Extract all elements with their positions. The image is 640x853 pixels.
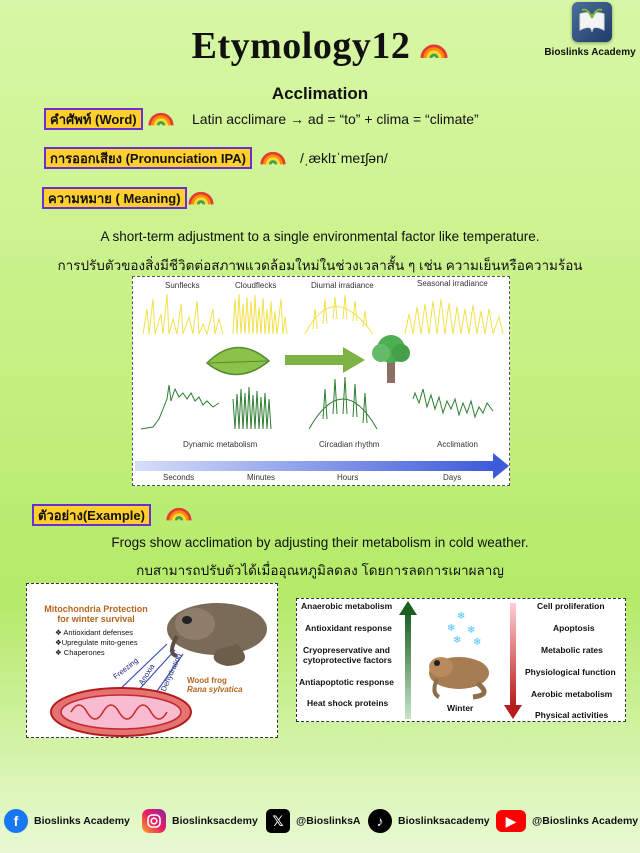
- rainbow-icon: [420, 38, 448, 60]
- time-label: Days: [443, 473, 462, 482]
- word-tag: คำศัพท์ (Word): [44, 108, 143, 130]
- frog-common-name: Wood frog: [187, 676, 227, 685]
- svg-text:❄: ❄: [473, 637, 482, 648]
- mito-title-line1: Mitochondria Protection: [44, 604, 148, 614]
- downregulated-item: Physiological function: [525, 667, 616, 677]
- leaf-icon: [207, 347, 269, 374]
- tiktok-link[interactable]: [368, 808, 490, 834]
- svg-text:❄: ❄: [457, 611, 466, 622]
- tiktok-icon: ♪: [368, 809, 392, 833]
- figure-label: Seasonal irradiance: [417, 279, 488, 288]
- stressor-label: Dehydration: [158, 652, 184, 693]
- example-english: Frogs show acclimation by adjusting their metabolism in cold weather.: [111, 535, 529, 550]
- figure-label: Sunflecks: [165, 281, 200, 290]
- x-link[interactable]: [266, 808, 361, 834]
- youtube-handle: @Bioslinks Academy: [532, 815, 639, 827]
- mitochondrion-icon: [51, 688, 191, 736]
- youtube-icon: ▶: [496, 810, 526, 832]
- rainbow-icon: [148, 106, 174, 128]
- svg-text:❄: ❄: [447, 623, 456, 634]
- social-footer: [0, 800, 640, 840]
- downregulated-item: Physical activities: [535, 710, 609, 720]
- frog-scientific-name: Rana sylvatica: [187, 685, 243, 694]
- svg-text:❄: ❄: [467, 625, 476, 636]
- frog-name: [187, 676, 243, 694]
- downregulated-item: Cell proliferation: [537, 601, 605, 611]
- acclimation-timescale-figure: [132, 276, 510, 486]
- x-handle: @BioslinksA: [296, 815, 361, 827]
- time-label: Hours: [337, 473, 359, 482]
- tree-icon: [372, 335, 410, 383]
- upregulated-item: Cryopreservative and: [303, 645, 390, 655]
- arrow-up-icon: [399, 601, 417, 719]
- rainbow-icon: [166, 500, 192, 524]
- tiktok-handle: Bioslinksacademy: [398, 815, 490, 827]
- term-title: Acclimation: [271, 84, 369, 103]
- mito-bullet: ❖ Antioxidant defenses: [55, 628, 134, 637]
- frog-icon: [429, 657, 489, 697]
- figure-label: Dynamic metabolism: [183, 440, 258, 449]
- facebook-link[interactable]: [4, 808, 130, 834]
- upregulated-item: Antiapoptotic response: [299, 677, 394, 687]
- word-etymology: Latin acclimare → ad = “to” + clima = “climate”: [192, 111, 479, 127]
- brand-name: Bioslinks Academy: [544, 47, 636, 58]
- winter-response-figure: [296, 598, 626, 722]
- snowflake-icon: [447, 611, 481, 648]
- mito-illustration: [27, 584, 279, 739]
- arrow-right-icon: [285, 347, 365, 373]
- brand-logo: [540, 0, 640, 70]
- rainbow-icon: [188, 184, 214, 208]
- mito-bullet: ❖Upregulate mito-genes: [55, 638, 138, 647]
- figure-label: Circadian rhythm: [319, 440, 380, 449]
- downregulated-item: Metabolic rates: [541, 645, 603, 655]
- pronunciation-tag: การออกเสียง (Pronunciation IPA): [44, 147, 252, 169]
- facebook-handle: Bioslinks Academy: [34, 815, 130, 827]
- meaning-thai: การปรับตัวของสิ่งมีชีวิตต่อสภาพแวดล้อมใหม่ในช่วงเวลาสั้น ๆ เช่น ความเย็นหรือความร้อน: [57, 258, 583, 273]
- book-icon: [572, 2, 612, 42]
- mitochondria-figure: [26, 583, 278, 738]
- timescale-graphs: [133, 289, 511, 479]
- time-label: Minutes: [247, 473, 276, 482]
- youtube-link[interactable]: [496, 808, 638, 834]
- time-label: Seconds: [163, 473, 195, 482]
- upregulated-item: Anaerobic metabolism: [301, 601, 393, 611]
- meaning-tag: ความหมาย ( Meaning): [42, 187, 187, 209]
- downregulated-item: Aerobic metabolism: [531, 689, 613, 699]
- facebook-icon: f: [4, 809, 28, 833]
- meaning-english: A short-term adjustment to a single environmental factor like temperature.: [100, 229, 540, 244]
- instagram-handle: Bioslinksacdemy: [172, 815, 258, 827]
- mito-title-line2: for winter survival: [57, 614, 135, 624]
- svg-text:❄: ❄: [453, 635, 462, 646]
- upregulated-item: Antioxidant response: [305, 623, 392, 633]
- figure-label: Diurnal irradiance: [311, 281, 374, 290]
- instagram-icon: [142, 809, 166, 833]
- instagram-link[interactable]: [142, 808, 258, 834]
- winter-label: Winter: [447, 703, 474, 713]
- stressor-label: Anoxia: [136, 662, 157, 687]
- example-tag: ตัวอย่าง(Example): [32, 504, 151, 526]
- figure-label: Acclimation: [437, 440, 478, 449]
- downregulated-item: Apoptosis: [553, 623, 595, 633]
- rainbow-icon: [260, 145, 286, 167]
- mito-bullet: ❖ Chaperones: [55, 648, 105, 657]
- figure-label: Cloudflecks: [235, 281, 277, 290]
- example-thai: กบสามารถปรับตัวได้เมื่ออุณหภูมิลดลง โดยการลดการเผาผลาญ: [136, 563, 504, 578]
- pronunciation-ipa: /ˌæklɪˈmeɪʃən/: [300, 150, 388, 166]
- arrow-down-icon: [504, 603, 522, 719]
- upregulated-item: cytoprotective factors: [303, 655, 392, 665]
- upregulated-item: Heat shock proteins: [307, 698, 389, 708]
- stressor-label: Freezing: [111, 655, 140, 682]
- x-icon: 𝕏: [266, 809, 290, 833]
- page-title-text: Etymology12: [191, 25, 411, 67]
